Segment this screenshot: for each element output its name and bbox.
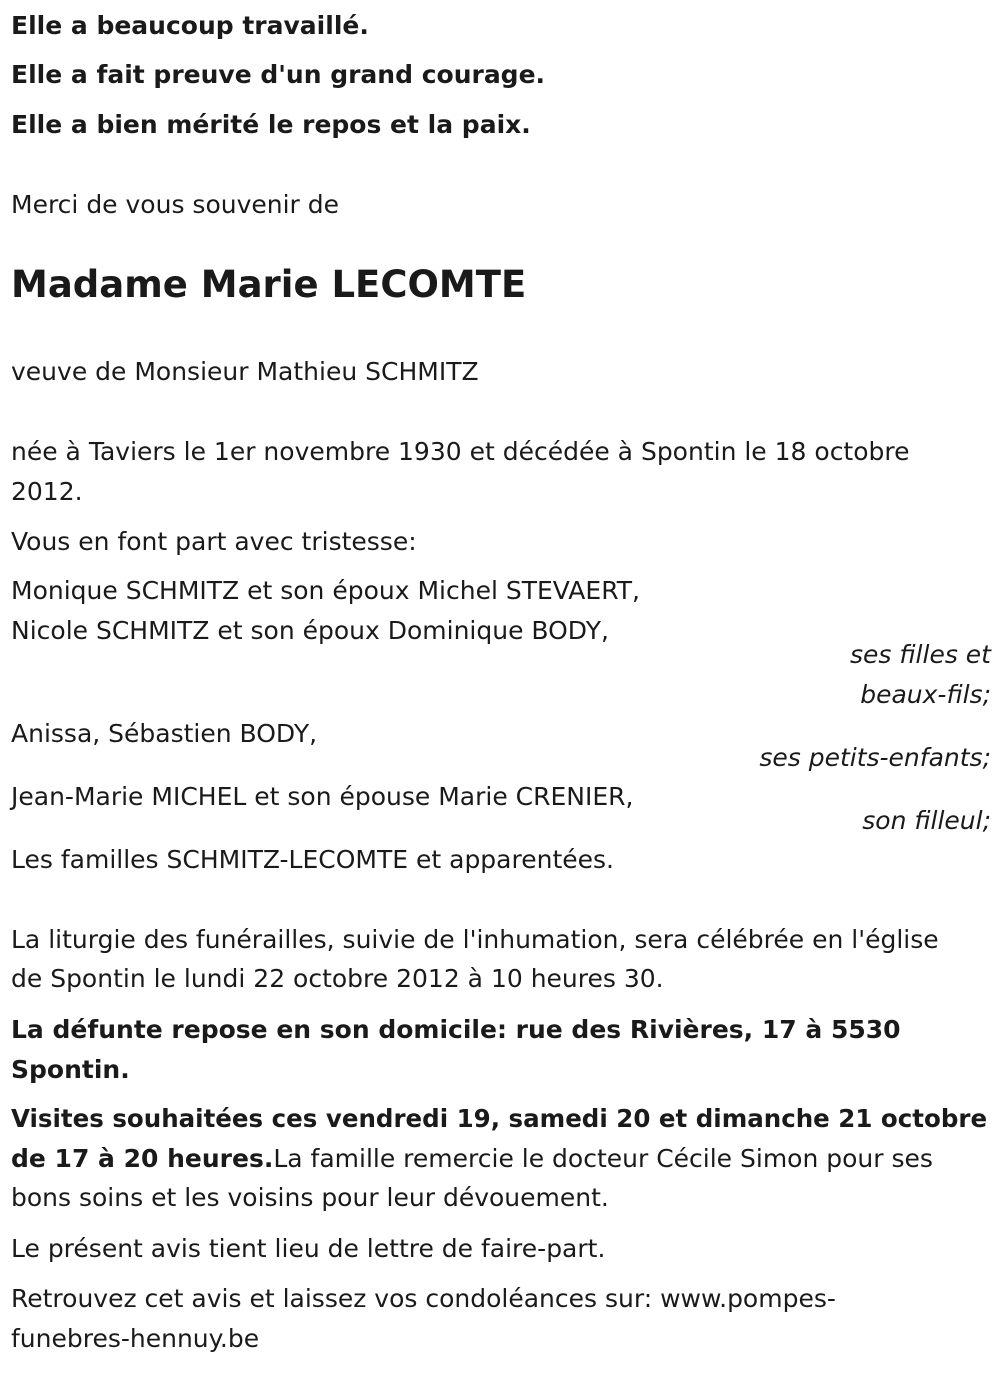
website-line: funebres-hennuy.be bbox=[11, 1324, 260, 1353]
family-role: ses filles et bbox=[850, 640, 991, 669]
birth-death-line: née à Taviers le 1er novembre 1930 et décédée à Spontin le 18 octobre bbox=[11, 437, 910, 466]
visits-hours: de 17 à 20 heures. bbox=[11, 1144, 274, 1173]
rest-line: La défunte repose en son domicile: rue des Rivières, 17 à 5530 bbox=[11, 1015, 901, 1044]
visits-line: Visites souhaitées ces vendredi 19, samedi 20 et dimanche 21 octobre bbox=[11, 1104, 988, 1133]
family-member: Anissa, Sébastien BODY, bbox=[11, 719, 318, 748]
family-role: son filleul; bbox=[862, 806, 991, 835]
website-line: Retrouvez cet avis et laissez vos condoléances sur: www.pompes- bbox=[11, 1284, 836, 1313]
birth-death-line: 2012. bbox=[11, 477, 83, 506]
intro-text: Merci de vous souvenir de bbox=[11, 190, 340, 219]
family-member: Monique SCHMITZ et son époux Michel STEVAERT, bbox=[11, 576, 640, 605]
family-role: ses petits-enfants; bbox=[759, 743, 991, 772]
epitaph-line: Elle a fait preuve d'un grand courage. bbox=[11, 60, 546, 89]
deceased-name: Madame Marie LECOMTE bbox=[11, 263, 527, 306]
liturgy-line: La liturgie des funérailles, suivie de l'inhumation, sera célébrée en l'église bbox=[11, 925, 939, 954]
thanks-line: bons soins et les voisins pour leur dévouement. bbox=[11, 1183, 609, 1212]
liturgy-line: de Spontin le lundi 22 octobre 2012 à 10 heures 30. bbox=[11, 964, 664, 993]
family-member: Les familles SCHMITZ-LECOMTE et apparentées. bbox=[11, 845, 614, 874]
announce-text: Vous en font part avec tristesse: bbox=[11, 527, 417, 556]
epitaph-line: Elle a beaucoup travaillé. bbox=[11, 11, 369, 40]
notice-text: Le présent avis tient lieu de lettre de faire-part. bbox=[11, 1234, 606, 1263]
spouse-text: veuve de Monsieur Mathieu SCHMITZ bbox=[11, 357, 479, 386]
thanks-text: La famille remercie le docteur Cécile Simon pour ses bbox=[273, 1144, 933, 1173]
family-member: Nicole SCHMITZ et son époux Dominique BODY, bbox=[11, 616, 609, 645]
rest-line: Spontin. bbox=[11, 1055, 130, 1084]
family-role: beaux-fils; bbox=[860, 680, 991, 709]
family-member: Jean-Marie MICHEL et son épouse Marie CRENIER, bbox=[11, 782, 634, 811]
epitaph-line: Elle a bien mérité le repos et la paix. bbox=[11, 110, 531, 139]
visits-line bbox=[11, 1144, 933, 1174]
